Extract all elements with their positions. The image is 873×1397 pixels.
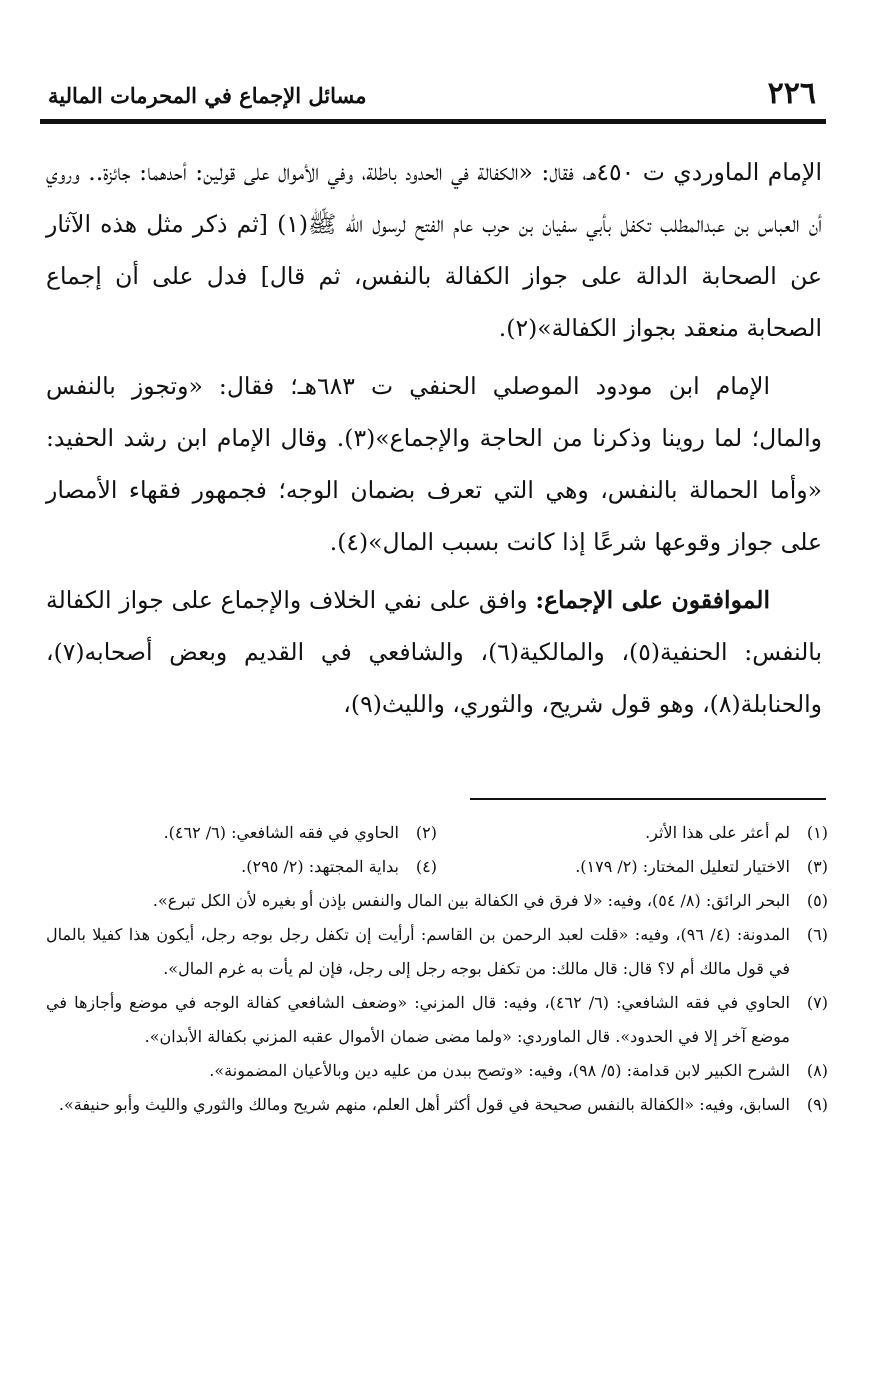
footnote-separator — [470, 798, 826, 800]
header-rule — [40, 119, 826, 124]
footnote — [46, 1088, 828, 1122]
paragraph-text: وافق على نفي الخلاف والإجماع على جواز الكفالة بالنفس: الحنفية(٥)، والمالكية(٦)، والشافعي في القديم وبعض أصحابه(٧)، والحنابلة(٨)، وهو قول شريح، والثوري، والليث(٩)، — [46, 586, 822, 718]
paragraph — [46, 574, 822, 730]
footnote-number: (٨) — [806, 1061, 828, 1080]
footnote-number: (٩) — [806, 1095, 828, 1114]
footnote-text: المدونة: (٤/ ٩٦)، وفيه: «قلت لعبد الرحمن بن القاسم: أرأيت إن تكفل رجل بوجه رجل، أيكون هذا كفيلا بالمال في قول مالك أم لا؟ قال: قال مالك: من تكفل بوجه رجل إلى رجل، فإن لم يأت به غرم المال». — [46, 925, 790, 978]
paragraph — [46, 360, 822, 568]
paragraph-lead: الموافقون على الإجماع: — [535, 586, 770, 614]
footnote — [437, 816, 828, 850]
footnote-text: الحاوي في فقه الشافعي: (٦/ ٤٦٢). — [163, 823, 399, 842]
footnote — [46, 816, 437, 850]
paragraph-text: الإمام الماوردي ت ٤٥٠هـ، فقال: «الكفالة في الحدود باطلة، وفي الأموال على قولين: أحدهما: جائزة.. وروي أن العباس بن عبدالمطلب تكفل بأبي سفيان بن حرب عام الفتح لرسول الله ﷺ(١) [ثم ذكر مثل هذه الآثار عن الصحابة الدالة على جواز الكفالة بالنفس، ثم قال] فدل على أن إجماع الصحابة منعقد بجواز الكفالة»(٢). — [46, 158, 822, 342]
footnote-text: السابق، وفيه: «الكفالة بالنفس صحيحة في قول أكثر أهل العلم، منهم شريح ومالك والثوري والليث وأبو حنيفة». — [58, 1095, 790, 1114]
footnote-number: (٤) — [415, 857, 437, 876]
footnotes — [46, 816, 828, 1122]
footnote-number: (٦) — [806, 925, 828, 944]
footnote-number: (٧) — [806, 993, 828, 1012]
page-number: ٢٢٦ — [767, 76, 816, 111]
footnote-text: الاختيار لتعليل المختار: (٢/ ١٧٩). — [575, 857, 790, 876]
paragraph — [46, 146, 822, 354]
main-text — [46, 146, 822, 736]
footnote-row — [46, 850, 828, 884]
footnote — [437, 850, 828, 884]
footnote — [46, 850, 437, 884]
footnote-number: (٣) — [806, 857, 828, 876]
footnote — [46, 986, 828, 1054]
footnote-text: لم أعثر على هذا الأثر. — [645, 823, 790, 842]
footnote-text: بداية المجتهد: (٢/ ٢٩٥). — [241, 857, 399, 876]
footnote-row — [46, 816, 828, 850]
footnote-text: البحر الرائق: (٨/ ٥٤)، وفيه: «لا فرق في الكفالة بين المال والنفس بإذن أو بغيره لأن الكل تبرع». — [152, 891, 790, 910]
footnote — [46, 884, 828, 918]
running-title: مسائل الإجماع في المحرمات المالية — [48, 83, 367, 108]
footnote — [46, 918, 828, 986]
paragraph-text: الإمام ابن مودود الموصلي الحنفي ت ٦٨٣هـ؛ فقال: «وتجوز بالنفس والمال؛ لما روينا وذكرنا من الحاجة والإجماع»(٣). وقال الإمام ابن رشد الحفيد: «وأما الحمالة بالنفس، وهي التي تعرف بضمان الوجه؛ فجمهور فقهاء الأمصار على جواز وقوعها شرعًا إذا كانت بسبب المال»(٤). — [46, 372, 822, 556]
page-header — [40, 66, 826, 124]
footnote-number: (٢) — [415, 823, 437, 842]
footnote-text: الحاوي في فقه الشافعي: (٦/ ٤٦٢)، وفيه: قال المزني: «وضعف الشافعي كفالة الوجه في موضع وأجازها في موضع آخر إلا في الحدود». قال الماوردي: «ولما مضى ضمان الأموال عقبه المزني بكفالة الأبدان». — [46, 993, 790, 1046]
footnote-number: (١) — [806, 823, 828, 842]
footnote — [46, 1054, 828, 1088]
footnote-text: الشرح الكبير لابن قدامة: (٥/ ٩٨)، وفيه: «وتصح ببدن من عليه دين وبالأعيان المضمونة». — [209, 1061, 790, 1080]
footnote-number: (٥) — [806, 891, 828, 910]
